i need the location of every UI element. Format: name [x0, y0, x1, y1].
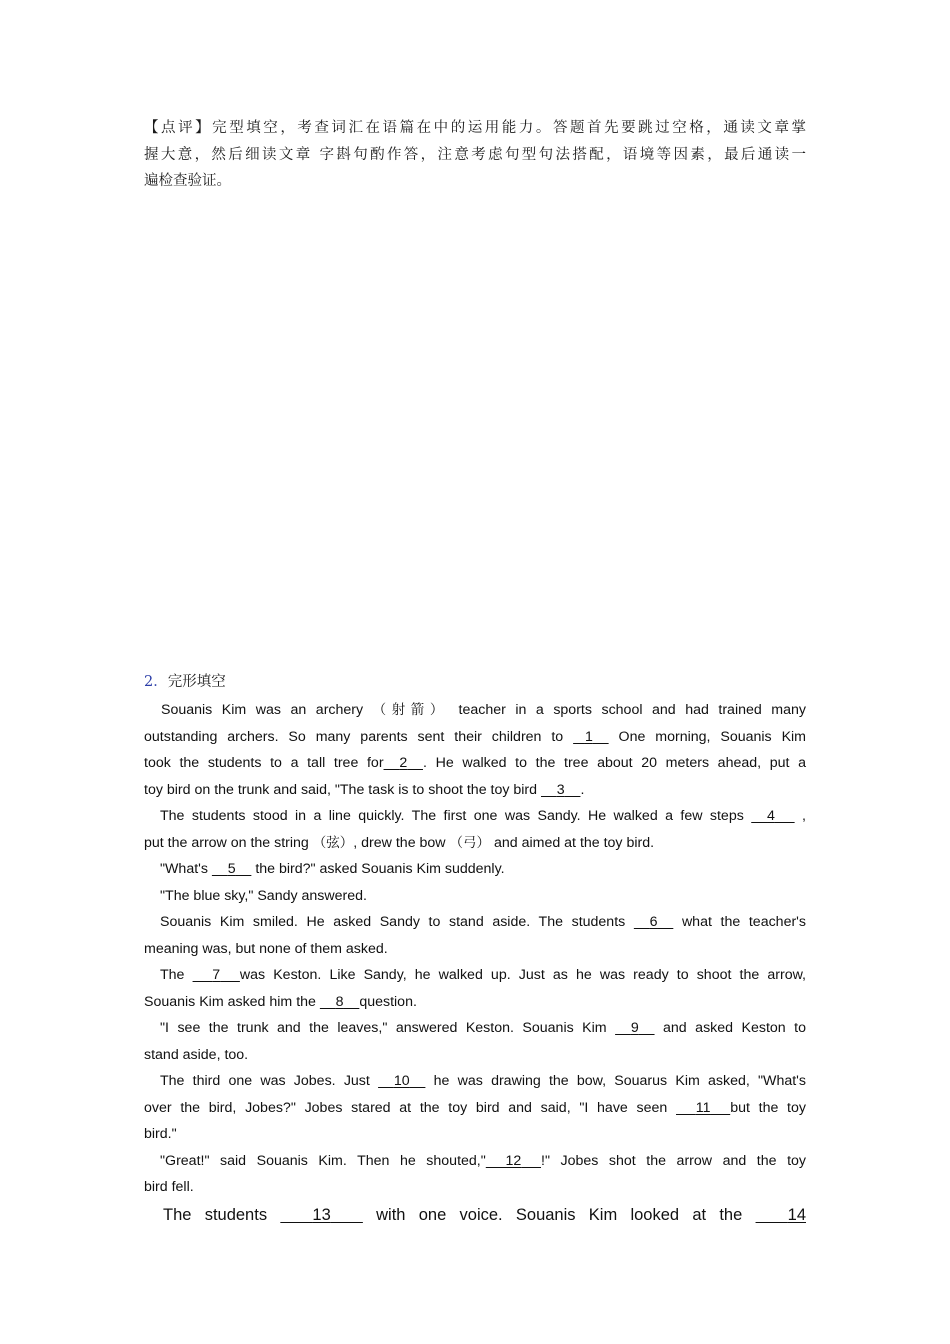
passage-text: with one voice. Souanis Kim looked at the	[376, 1206, 743, 1224]
passage-text: was Keston. Like Sandy, he walked up. Just as he was ready to shoot the arrow,	[239, 967, 806, 983]
blank-number: 13	[312, 1206, 331, 1224]
passage-line	[144, 1095, 806, 1122]
passage-gloss: （射箭）	[372, 702, 449, 718]
passage-line	[144, 1068, 806, 1095]
passage-text: bird fell.	[144, 1179, 194, 1195]
passage-line	[144, 1121, 806, 1148]
passage-text: stand aside, too.	[144, 1046, 249, 1063]
passage-text: what the teacher's	[681, 914, 806, 930]
passage-text: and aimed at the toy bird.	[493, 834, 655, 851]
blank-number: 12	[505, 1152, 522, 1169]
passage-line	[144, 777, 806, 804]
passage-text: toy bird on the trunk and said, "The task is to shoot the toy bird	[144, 781, 538, 798]
blank-number: 4	[767, 808, 775, 824]
blank-1[interactable]	[573, 724, 609, 751]
passage-text: and asked Keston to	[663, 1020, 806, 1036]
passage-text: One morning, Souanis Kim	[618, 728, 806, 745]
blank-4[interactable]	[751, 803, 794, 830]
blank-12[interactable]	[486, 1148, 541, 1175]
passage-text: he was drawing the bow, Souarus Kim asked, "What's	[433, 1073, 806, 1089]
passage-line	[144, 962, 806, 989]
blank-14[interactable]	[756, 1201, 806, 1229]
passage-text: question.	[359, 993, 417, 1010]
passage-text: "What's	[160, 861, 208, 877]
passage-text: but the toy	[730, 1099, 806, 1116]
passage-last-line	[163, 1201, 806, 1229]
passage-text: The third one was Jobes. Just	[160, 1073, 370, 1089]
passage-text: over the bird, Jobes?" Jobes stared at the toy bird and said, "I have seen	[144, 1099, 668, 1116]
passage-text: Souanis Kim was an archery	[161, 702, 364, 718]
passage-line	[144, 803, 806, 830]
passage-text: Souanis Kim asked him the	[144, 993, 316, 1010]
passage-text: Souanis Kim smiled. He asked Sandy to stand aside. The students	[160, 914, 626, 930]
blank-2[interactable]	[384, 750, 423, 777]
passage-line	[144, 883, 806, 910]
commentary-line: 握大意，然后细读文章 字斟句酌作答，注意考虑句型句法搭配，语境等因素，最后通读一	[144, 146, 806, 163]
blank-number: 7	[212, 967, 221, 983]
passage-text: "Great!" said Souanis Kim. Then he shouted,"	[160, 1152, 486, 1169]
passage-gloss: （弓）	[449, 834, 491, 851]
blank-11[interactable]	[676, 1095, 730, 1122]
question-number: 2．	[144, 674, 168, 690]
passage-text: the bird?" asked Souanis Kim suddenly.	[255, 861, 505, 877]
passage-line	[144, 697, 806, 724]
blank-6[interactable]	[634, 909, 673, 936]
passage-line	[144, 1015, 806, 1042]
passage-text: !" Jobes shot the arrow and the toy	[541, 1152, 806, 1169]
blank-3[interactable]	[541, 777, 580, 804]
passage-text: . He walked to the tree about 20 meters ahead, put a	[423, 755, 806, 771]
passage-gloss: （弦）	[312, 834, 354, 851]
passage-text: The	[160, 967, 185, 983]
passage-line	[144, 1148, 806, 1175]
blank-9[interactable]	[615, 1015, 654, 1042]
cloze-passage	[144, 697, 806, 1201]
passage-text: "I see the trunk and the leaves," answered Keston. Souanis Kim	[160, 1020, 607, 1036]
passage-text: "The blue sky," Sandy answered.	[160, 887, 367, 904]
commentary-paragraph	[144, 115, 806, 195]
passage-line	[144, 750, 806, 777]
passage-text: The students	[163, 1206, 268, 1224]
passage-line	[144, 1042, 806, 1069]
passage-line	[144, 830, 806, 857]
passage-text: ,	[802, 808, 806, 824]
blank-number: 2	[399, 755, 408, 771]
blank-10[interactable]	[378, 1068, 425, 1095]
passage-line	[144, 856, 806, 883]
passage-text: outstanding archers. So many parents sent their children to	[144, 728, 564, 745]
blank-8[interactable]	[320, 989, 359, 1016]
blank-number: 5	[227, 861, 236, 877]
blank-number: 14	[787, 1206, 806, 1224]
passage-line	[144, 936, 806, 963]
passage-line	[144, 909, 806, 936]
passage-text: .	[580, 781, 585, 798]
blank-5[interactable]	[212, 856, 251, 883]
passage-line	[144, 1174, 806, 1201]
passage-text: The students stood in a line quickly. The first one was Sandy. He walked a few steps	[160, 808, 744, 824]
blank-7[interactable]	[193, 962, 240, 989]
blank-13[interactable]	[280, 1201, 363, 1229]
passage-text: teacher in a sports school and had trained many	[458, 702, 806, 718]
question-title: 完形填空	[167, 674, 226, 690]
blank-number: 8	[335, 993, 344, 1010]
passage-text: bird."	[144, 1126, 177, 1142]
blank-number: 10	[393, 1073, 410, 1089]
blank-number: 3	[556, 781, 565, 798]
passage-text: took the students to a tall tree for	[144, 755, 384, 771]
passage-text: meaning was, but none of them asked.	[144, 940, 388, 957]
question-heading	[144, 671, 226, 693]
blank-number: 6	[649, 914, 658, 930]
passage-line	[144, 724, 806, 751]
commentary-line: 遍检查验证。	[144, 173, 231, 189]
passage-text: , drew the bow	[353, 834, 446, 851]
commentary-line: 【点评】完型填空，考查词汇在语篇在中的运用能力。答题首先要跳过空格，通读文章掌	[144, 120, 806, 136]
blank-number: 11	[695, 1099, 711, 1116]
blank-number: 9	[630, 1020, 639, 1036]
blank-number: 1	[584, 728, 593, 745]
passage-text: put the arrow on the string	[144, 834, 309, 851]
passage-line	[144, 989, 806, 1016]
